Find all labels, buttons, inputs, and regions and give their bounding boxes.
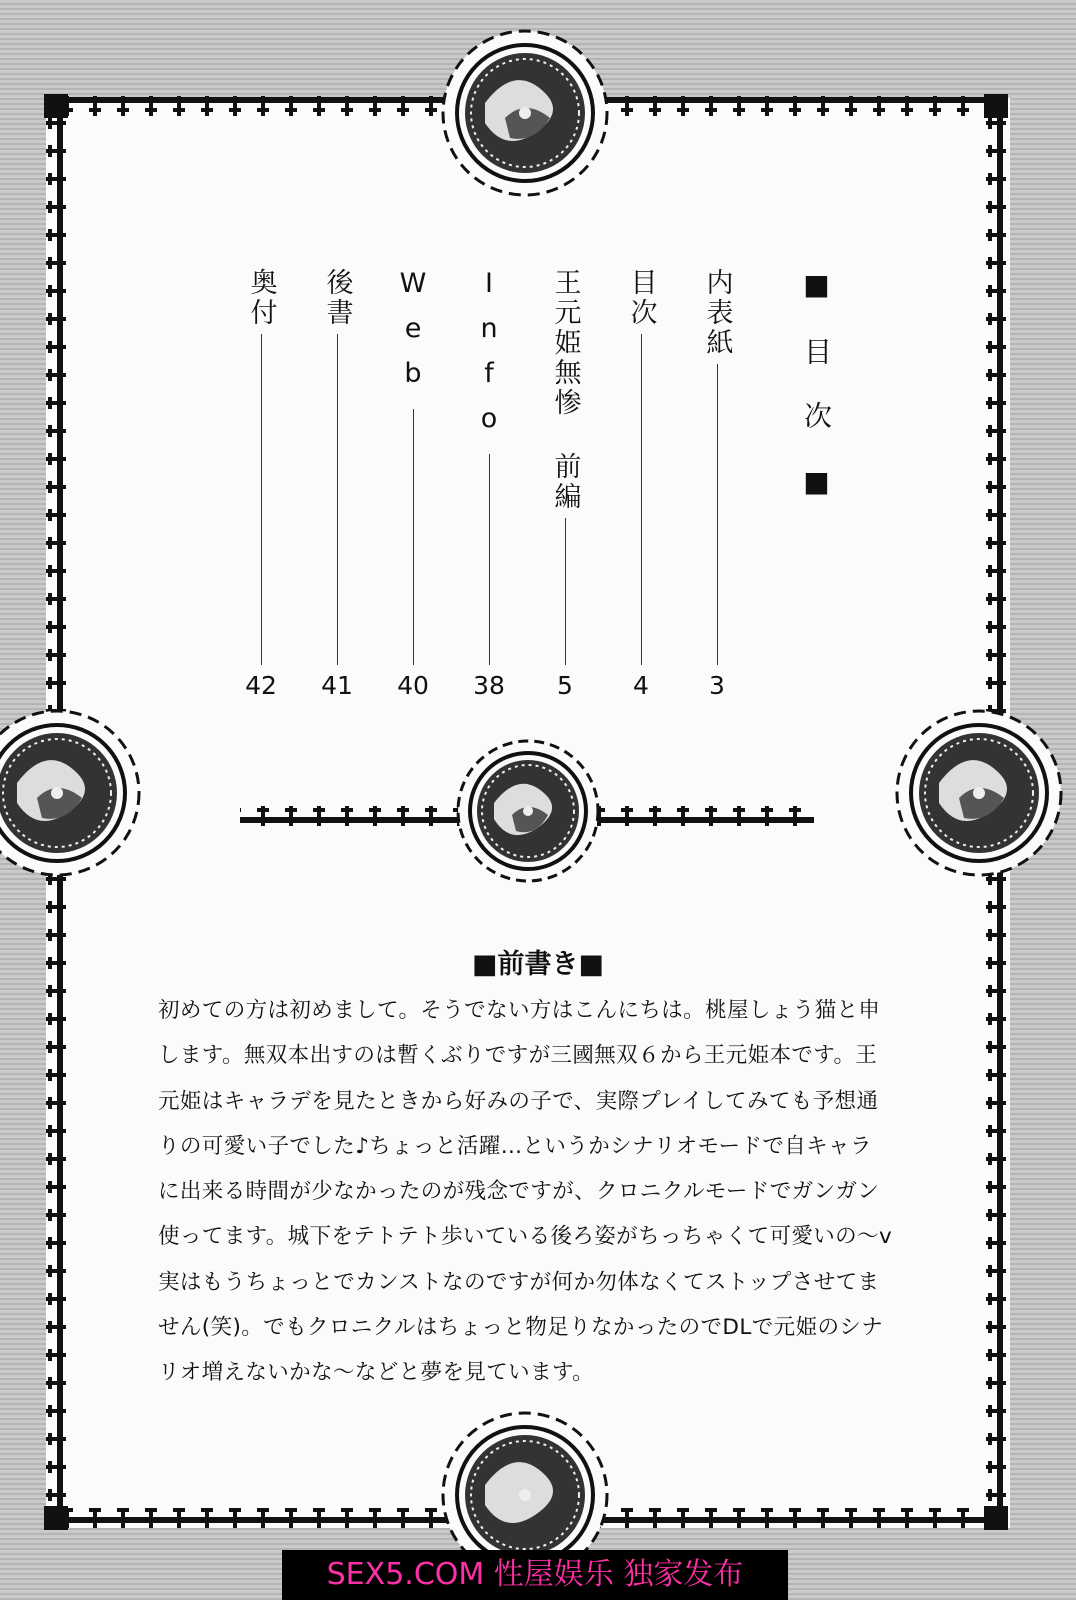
- toc-leader-line: [337, 334, 338, 665]
- ornament-medallion-right: [894, 708, 1064, 878]
- preface-line: に出来る時間が少なかったのが残念ですが、クロニクルモードでガンガン: [158, 1179, 880, 1205]
- watermark-banner: SEX5.COM 性屋娱乐 独家发布: [282, 1550, 788, 1600]
- toc-leader-line: [565, 518, 566, 665]
- toc-leader-line: [641, 334, 642, 665]
- toc-entry-web: [393, 268, 433, 698]
- preface-line: リオ増えないかな～などと夢を見ています。: [158, 1360, 595, 1386]
- toc-entry-main-story: [545, 268, 585, 698]
- toc-leader-line: [261, 334, 262, 665]
- toc-entry-page: 3: [709, 671, 725, 700]
- toc-entry-page: 42: [245, 671, 277, 700]
- toc-entry-title: Info: [473, 268, 505, 448]
- toc-entry-title: 目次: [625, 268, 657, 328]
- toc-entry-title: Web: [397, 268, 429, 403]
- toc-entry-title: 王元姫無惨 前編: [549, 268, 581, 512]
- toc-heading: ■目次■: [800, 268, 833, 534]
- toc-entry-page: 41: [321, 671, 353, 700]
- toc-entry-page: 38: [473, 671, 505, 700]
- preface-body: [158, 988, 898, 1396]
- toc-entry-inner-cover: [697, 268, 737, 698]
- ornament-medallion-top: [440, 28, 610, 198]
- toc-entry-page: 5: [557, 671, 573, 700]
- preface-title: ■前書き■: [471, 949, 605, 980]
- toc-entry-page: 40: [397, 671, 429, 700]
- toc-entry-page: 4: [633, 671, 649, 700]
- toc-entry-afterword: [317, 268, 357, 698]
- toc-leader-line: [489, 454, 490, 665]
- ornament-medallion-bottom: [440, 1410, 610, 1550]
- toc-entry-title: 後書: [321, 268, 353, 328]
- toc-leader-line: [413, 409, 414, 665]
- preface-line: します。無双本出すのは暫くぶりですが三國無双６から王元姫本です。王: [158, 1043, 878, 1069]
- toc-leader-line: [717, 364, 718, 665]
- toc-entry-contents: [621, 268, 661, 698]
- preface-line: 実はもうちょっとでカンストなのですが何か勿体なくてストップさせてま: [158, 1269, 880, 1295]
- toc-entry-info: [469, 268, 509, 698]
- toc-entry-title: 奥付: [245, 268, 277, 328]
- preface-line: せん(笑)。でもクロニクルはちょっと物足りなかったのでDLで元姫のシナ: [158, 1315, 884, 1341]
- toc-entry-colophon: [241, 268, 281, 698]
- preface-line: りの可愛い子でした♪ちょっと活躍…というかシナリオモードで自キャラ: [158, 1133, 872, 1159]
- toc-entry-title: 内表紙: [701, 268, 733, 358]
- ornament-medallion-left: [0, 708, 142, 878]
- preface-line: 使ってます。城下をテトテト歩いている後ろ姿がちっちゃくて可愛いの～v: [158, 1224, 893, 1250]
- preface-line: 元姫はキャラデを見たときから好みの子で、実際プレイしてみても予想通: [158, 1088, 879, 1114]
- ornament-medallion-center: [455, 738, 601, 884]
- preface-line: 初めての方は初めまして。そうでない方はこんにちは。桃屋しょう猫と申: [158, 998, 881, 1023]
